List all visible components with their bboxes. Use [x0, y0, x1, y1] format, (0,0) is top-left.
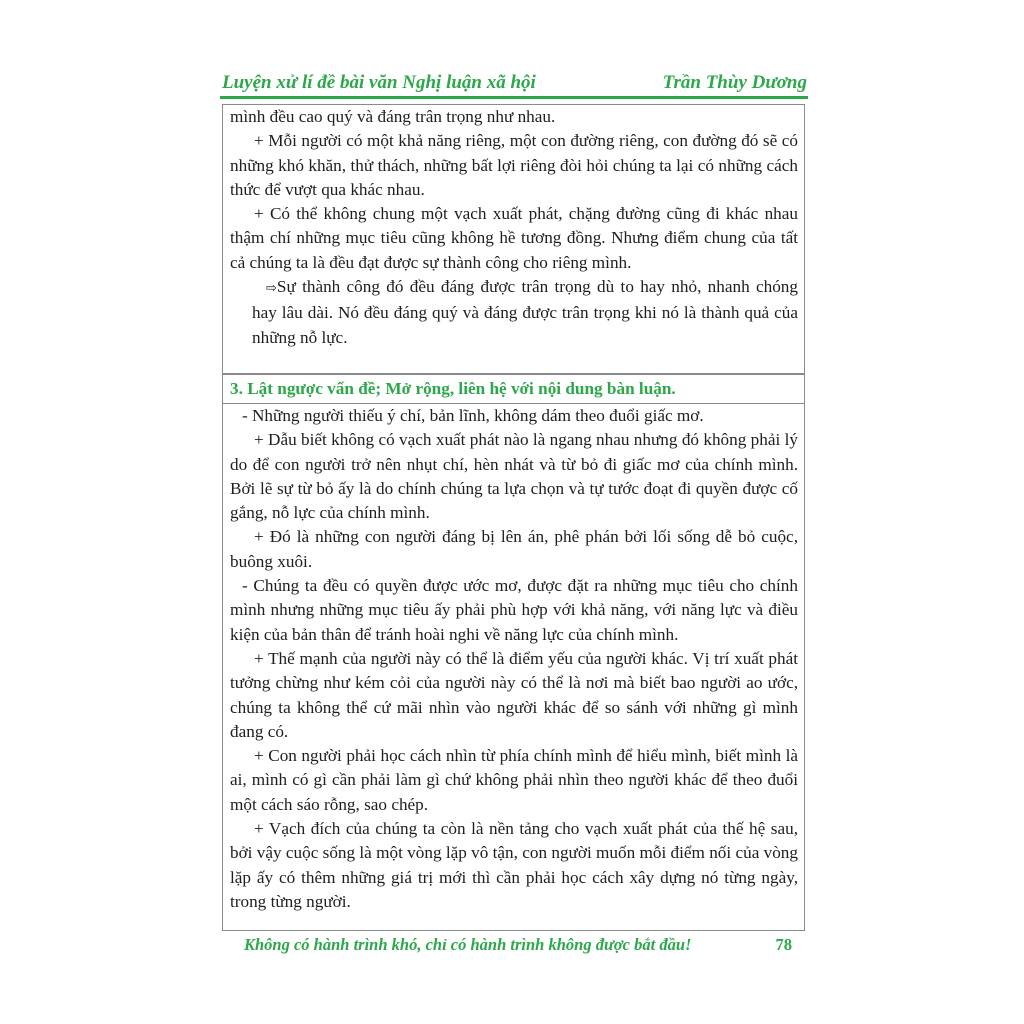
- content-box-section3: [222, 403, 805, 931]
- paragraph: + Con người phải học cách nhìn từ phía chính mình để hiểu mình, biết mình là ai, mình có gì cần phải làm gì chứ không phải nhìn theo người khác để theo đuổi một cách sáo rỗng, sao chép.: [230, 746, 798, 814]
- paragraph: + Dẫu biết không có vạch xuất phát nào là ngang nhau nhưng đó không phải lý do để con người trở nên nhụt chí, hèn nhát và từ bỏ đi giấc mơ của chính mình. Bởi lẽ sự từ bỏ ấy là do chính chúng ta lựa chọn và tự tước đoạt đi quyền được cố gắng, nỗ lực của chính mình.: [230, 430, 798, 523]
- page-footer: [244, 932, 792, 958]
- page-header: [222, 70, 807, 96]
- section-heading: 3. Lật ngược vấn đề; Mở rộng, liên hệ với nội dung bàn luận.: [230, 379, 676, 398]
- footer-slogan: Không có hành trình khó, chỉ có hành trình không được bắt đầu!: [244, 935, 692, 954]
- paragraph: + Thế mạnh của người này có thể là điểm yếu của người khác. Vị trí xuất phát tưởng chừng như kém cỏi của người này có thể là nơi mà biết bao người ao ước, chúng ta không thể cứ mãi nhìn vào người khác để so sánh với những gì mình đang có.: [230, 648, 798, 741]
- paragraph: + Mỗi người có một khả năng riêng, một con đường riêng, con đường đó sẽ có những khó khăn, thử thách, những bất lợi riêng đòi hỏi chúng ta lại có những cách thức để vượt qua khác nhau.: [230, 131, 798, 199]
- section-heading-box: [222, 374, 805, 404]
- content-box-continuation: [222, 104, 805, 374]
- paragraph: + Có thể không chung một vạch xuất phát, chặng đường cũng đi khác nhau thậm chí những mục tiêu cũng không hề tương đồng. Nhưng điểm chung của tất cả chúng ta là đều đạt được sự thành công cho riêng mình.: [230, 204, 798, 272]
- book-title: Luyện xử lí đề bài văn Nghị luận xã hội: [222, 72, 536, 93]
- paragraph: + Đó là những con người đáng bị lên án, phê phán bởi lối sống dễ bỏ cuộc, buông xuôi.: [230, 527, 798, 571]
- header-divider: [220, 96, 808, 99]
- conclusion-paragraph: [230, 275, 798, 350]
- conclusion-text: Sự thành công đó đều đáng được trân trọng dù to hay nhỏ, nhanh chóng hay lâu dài. Nó đều đáng quý và đáng được trân trọng khi nó là thành quả của những nỗ lực.: [252, 277, 798, 347]
- paragraph: - Chúng ta đều có quyền được ước mơ, được đặt ra những mục tiêu cho chính mình nhưng những mục tiêu ấy phải phù hợp với khả năng, với năng lực và điều kiện của bản thân để tránh hoài nghi về năng lực của chính mình.: [230, 576, 798, 644]
- paragraph: + Vạch đích của chúng ta còn là nền tảng cho vạch xuất phát của thế hệ sau, bởi vậy cuộc sống là một vòng lặp vô tận, con người muốn mỗi điểm nối của vòng lặp ấy có thêm những giá trị mới thì cần phải học cách xây dựng nó từng ngày, trong từng người.: [230, 819, 798, 911]
- author-name: Trần Thùy Dương: [662, 72, 807, 93]
- paragraph: - Những người thiếu ý chí, bản lĩnh, không dám theo đuổi giấc mơ.: [242, 406, 704, 425]
- arrow-right-icon: ⇨: [266, 281, 277, 297]
- page-number: 78: [775, 935, 792, 954]
- paragraph: mình đều cao quý và đáng trân trọng như nhau.: [230, 107, 556, 126]
